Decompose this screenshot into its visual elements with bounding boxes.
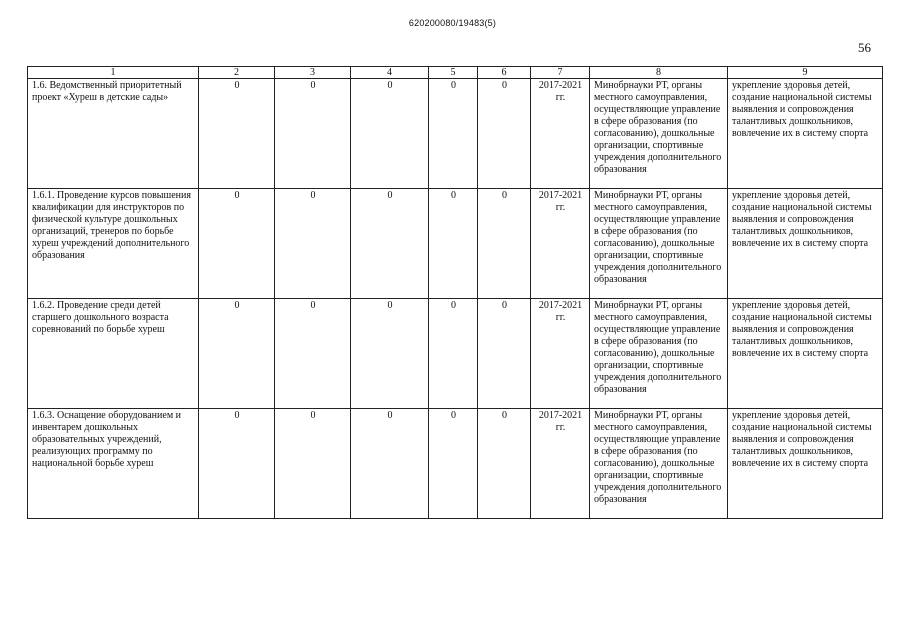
executors-cell: Минобрнауки РТ, органы местного самоуправления, осуществляющие управление в сфере образования (по согласованию), дошкольные организации, спортивные учреждения дополнительного образования — [590, 299, 728, 409]
measure-name: 1.6.1. Проведение курсов повышения квалификации для инструкторов по физической культуре дошкольных организаций, тренеров по борьбе хуреш учреждений дополнительного образования — [28, 189, 199, 299]
value-cell: 0 — [199, 409, 275, 519]
program-table — [27, 66, 883, 519]
table-row — [28, 409, 883, 519]
value-cell: 0 — [199, 79, 275, 189]
document-id: 620200080/19483(5) — [408, 18, 497, 28]
table-row — [28, 189, 883, 299]
header-cell: 9 — [728, 67, 883, 79]
value-cell: 0 — [429, 299, 478, 409]
measure-name: 1.6.3. Оснащение оборудованием и инвентарем дошкольных образовательных учреждений, реализующих программу по национальной борьбе хуреш — [28, 409, 199, 519]
value-cell: 0 — [478, 299, 531, 409]
value-cell: 0 — [429, 189, 478, 299]
header-cell: 2 — [199, 67, 275, 79]
header-cell: 7 — [531, 67, 590, 79]
result-cell: укрепление здоровья детей, создание национальной системы выявления и сопровождения талантливых дошкольников, вовлечение их в систему спорта — [728, 409, 883, 519]
header-cell: 8 — [590, 67, 728, 79]
period-cell: 2017-2021 гг. — [531, 409, 590, 519]
result-cell: укрепление здоровья детей, создание национальной системы выявления и сопровождения талантливых дошкольников, вовлечение их в систему спорта — [728, 79, 883, 189]
header-cell: 1 — [28, 67, 199, 79]
value-cell: 0 — [429, 409, 478, 519]
value-cell: 0 — [199, 299, 275, 409]
period-cell: 2017-2021 гг. — [531, 299, 590, 409]
value-cell: 0 — [275, 409, 351, 519]
table-row — [28, 299, 883, 409]
value-cell: 0 — [351, 299, 429, 409]
executors-cell: Минобрнауки РТ, органы местного самоуправления, осуществляющие управление в сфере образования (по согласованию), дошкольные организации, спортивные учреждения дополнительного образования — [590, 409, 728, 519]
header-cell: 6 — [478, 67, 531, 79]
header-cell: 4 — [351, 67, 429, 79]
value-cell: 0 — [275, 299, 351, 409]
page-number: 56 — [858, 40, 871, 55]
header-cell: 5 — [429, 67, 478, 79]
value-cell: 0 — [429, 79, 478, 189]
value-cell: 0 — [199, 189, 275, 299]
value-cell: 0 — [275, 189, 351, 299]
value-cell: 0 — [275, 79, 351, 189]
result-cell: укрепление здоровья детей, создание национальной системы выявления и сопровождения талантливых дошкольников, вовлечение их в систему спорта — [728, 299, 883, 409]
value-cell: 0 — [478, 79, 531, 189]
result-cell: укрепление здоровья детей, создание национальной системы выявления и сопровождения талантливых дошкольников, вовлечение их в систему спорта — [728, 189, 883, 299]
value-cell: 0 — [478, 189, 531, 299]
executors-cell: Минобрнауки РТ, органы местного самоуправления, осуществляющие управление в сфере образования (по согласованию), дошкольные организации, спортивные учреждения дополнительного образования — [590, 79, 728, 189]
value-cell: 0 — [351, 409, 429, 519]
period-cell: 2017-2021 гг. — [531, 189, 590, 299]
period-cell: 2017-2021 гг. — [531, 79, 590, 189]
header-cell: 3 — [275, 67, 351, 79]
measure-name: 1.6. Ведомственный приоритетный проект «Хуреш в детские сады» — [28, 79, 199, 189]
value-cell: 0 — [351, 79, 429, 189]
header-row — [28, 67, 883, 79]
value-cell: 0 — [351, 189, 429, 299]
value-cell: 0 — [478, 409, 531, 519]
table-row — [28, 79, 883, 189]
executors-cell: Минобрнауки РТ, органы местного самоуправления, осуществляющие управление в сфере образования (по согласованию), дошкольные организации, спортивные учреждения дополнительного образования — [590, 189, 728, 299]
measure-name: 1.6.2. Проведение среди детей старшего дошкольного возраста соревнований по борьбе хуреш — [28, 299, 199, 409]
